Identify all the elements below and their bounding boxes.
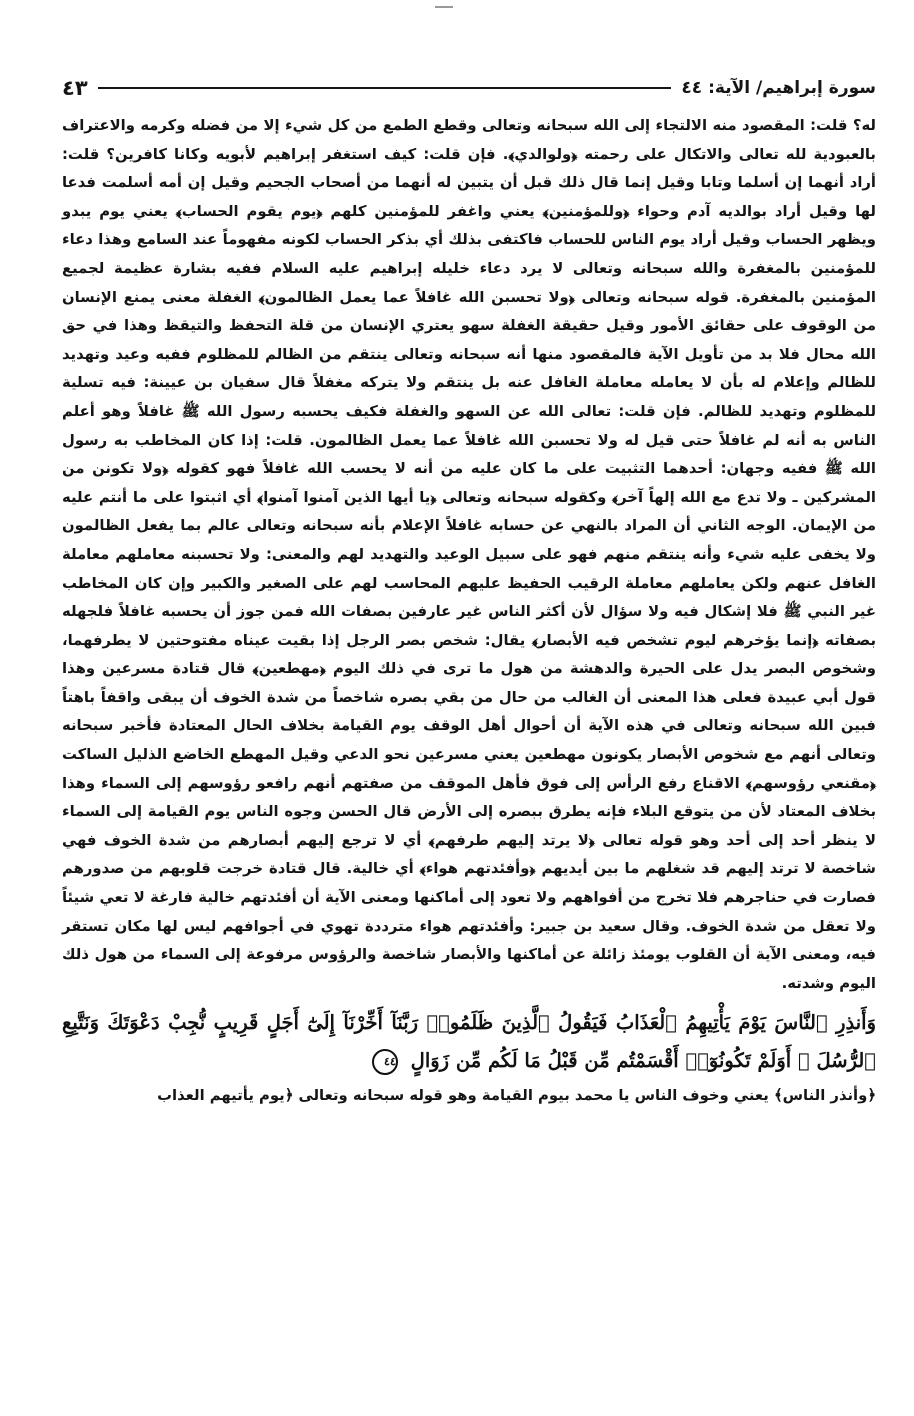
running-title: سورة إبراهيم/ الآية: ٤٤ (681, 78, 876, 98)
page-top-mark (435, 6, 453, 8)
book-page (62, 70, 876, 1410)
header-rule (98, 87, 672, 89)
quran-verse (62, 1004, 876, 1080)
page-header (62, 70, 876, 106)
commentary-paragraph: له؟ قلت: المقصود منه الالتجاء إلى الله سبحانه وتعالى وقطع الطمع من كل شيء إلا من فضله وكرمه والاعتراف بالعبودية لله تعالى والاتكال على رحمته ﴿ولوالدي﴾. فإن قلت: كيف استغفر إبراهيم لأبويه وكانا كافرين؟ قلت: أراد أنهما إن أسلما وتابا وقيل إنما قال ذلك قبل أن يتبين له أنهما من أصحاب الجحيم وقيل إن أمه أسلمت فدعا لها وقيل أراد بوالديه آدم وحواء ﴿وللمؤمنين﴾ يعني واغفر للمؤمنين كلهم ﴿يوم يقوم الحساب﴾ يعني يوم يبدو ويظهر الحساب وقيل أراد يوم الناس للحساب فاكتفى بذلك أي بذكر الحساب لكونه مفهوماً عند السامع وهذا دعاء للمؤمنين بالمغفرة والله سبحانه وتعالى لا يرد دعاء خليله إبراهيم عليه السلام ففيه بشارة عظيمة لجميع المؤمنين بالمغفرة. قوله سبحانه وتعالى ﴿ولا تحسبن الله غافلاً عما يعمل الظالمون﴾ الغفلة معنى يمنع الإنسان من الوقوف على حقائق الأمور وقيل حقيقة الغفلة سهو يعتري الإنسان من قلة التحفظ والتيقظ وهذا في حق الله محال فلا بد من تأويل الآية فالمقصود منها أنه سبحانه وتعالى ينتقم من الظالم للمظلوم ففيه وعيد وتهديد للظالم وإعلام له بأن لا يعامله معاملة الغافل عنه بل ينتقم ولا يتركه مغفلاً قال سفيان بن عيينة: فيه تسلية للمظلوم وتهديد للظالم. فإن قلت: تعالى الله عن السهو والغفلة فكيف يحسبه رسول الله ﷺ غافلاً وهو أعلم الناس به أنه لم غافلاً حتى قيل له ولا تحسبن الله غافلاً عما يعمل الظالمون. قلت: إذا كان المخاطب به رسول الله ﷺ ففيه وجهان: أحدهما التثبيت على ما كان عليه من أنه لا يحسب الله غافلاً فهو كقوله ﴿ولا تكونن من المشركين ـ ولا تدع مع الله إلهاً آخر﴾ وكقوله سبحانه وتعالى ﴿يا أيها الذين آمنوا آمنوا﴾ أي اثبتوا على ما أنتم عليه من الإيمان. الوجه الثاني أن المراد بالنهي عن حسابه غافلاً الإعلام بأنه سبحانه وتعالى عالم بما يفعل الظالمون ولا يخفى عليه شيء وأنه ينتقم منهم فهو على سبيل الوعيد والتهديد لهم والمعنى: ولا تحسبنه معاملهم معاملة الغافل عنهم ولكن يعاملهم معاملة الرقيب الحفيظ عليهم المحاسب لهم على الصغير والكبير وإن كان المخاطب غير النبي ﷺ فلا إشكال فيه ولا سؤال لأن أكثر الناس غير عارفين بصفات الله فمن جوز أن يحسبه غافلاً فلجهله بصفاته ﴿إنما يؤخرهم ليوم تشخص فيه الأبصار﴾ يقال: شخص بصر الرجل إذا بقيت عيناه مفتوحتين لا يطرفهما، وشخوص البصر يدل على الحيرة والدهشة من هول ما ترى في ذلك اليوم ﴿مهطعين﴾ قال قتادة مسرعين وهذا قول أبي عبيدة فعلى هذا المعنى أن الغالب من حال من بقي بصره شاخصاً من شدة الخوف أن يبقى واقفاً باهتاً فبين الله سبحانه وتعالى في هذه الآية أن أحوال أهل الوقف يوم القيامة بخلاف الحال المعتادة فأخبر سبحانه وتعالى أنهم مع شخوص الأبصار يكونون مهطعين يعني مسرعين نحو الدعي وقيل المهطع الخاضع الذليل الساكت ﴿مقنعي رؤوسهم﴾ الاقناع رفع الرأس إلى فوق فأهل الموقف من صفتهم أنهم رافعو رؤوسهم إلى السماء وهذا بخلاف المعتاد لأن من يتوقع البلاء فإنه يطرق ببصره إلى الأرض قال الحسن وجوه الناس يوم القيامة إلى السماء لا ينظر أحد إلى أحد وهو قوله تعالى ﴿لا يرتد إليهم طرفهم﴾ أي لا ترجع إليهم أبصارهم من شدة الخوف فهي شاخصة لا ترتد إليهم قد شغلهم ما بين أيديهم ﴿وأفئدتهم هواء﴾ أي خالية. قال قتادة خرجت قلوبهم من صدورهم فصارت في حناجرهم فلا تخرج من أفواههم ولا تعود إلى أماكنها ومعنى الآية أن أفئدتهم خالية فارغة لا تعي شيئاً ولا تعقل من شدة الخوف. وقال سعيد بن جبير: وأفئدتهم هواء مترددة تهوي في أجوافهم ليس لها مكان تستقر فيه، ومعنى الآية أن القلوب يومئذ زائلة عن أماكنها والأبصار شاخصة والرؤوس مرفوعة إلى السماء من هول ذلك اليوم وشدته. (62, 117, 876, 992)
tail-paragraph: ﴿وأنذر الناس﴾ يعني وخوف الناس يا محمد بيوم القيامة وهو قوله سبحانه وتعالى ﴿يوم يأتيهم العذاب (157, 1087, 876, 1105)
page-number: ٤٣ (62, 76, 88, 100)
verse-text: وَأَنذِرِ ٱلنَّاسَ يَوْمَ يَأْتِيهِمُ ٱلْعَذَابُ فَيَقُولُ ٱلَّذِينَ ظَلَمُوا۟ رَبَّنَآ أَخِّرْنَآ إِلَىٰٓ أَجَلٍ قَرِيبٍ نُّجِبْ دَعْوَتَكَ وَنَتَّبِعِ ٱلرُّسُلَ ۗ أَوَلَمْ تَكُونُوٓا۟ أَقْسَمْتُم مِّن قَبْلُ مَا لَكُم مِّن زَوَالٍ (62, 1011, 876, 1073)
commentary-text (62, 112, 876, 998)
verse-commentary-start (62, 1082, 876, 1111)
verse-number-marker: ٤٤ (372, 1049, 398, 1075)
